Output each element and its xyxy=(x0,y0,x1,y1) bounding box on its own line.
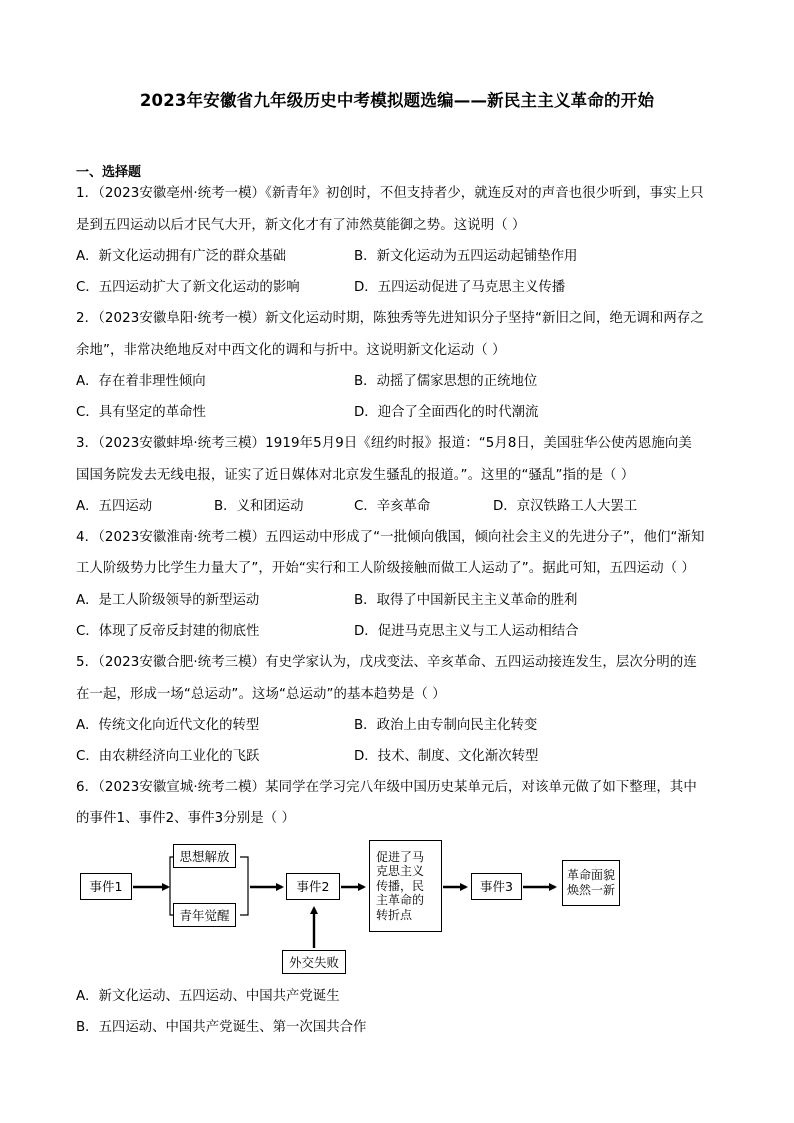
q5-option-d: D．技术、制度、文化渐次转型 xyxy=(354,749,539,764)
q1-stem-line1: 1．（2023安徽亳州·统考一模）《新青年》初创时，不但支持者少，就连反对的声音也很少听到，事实上只 xyxy=(76,186,704,201)
q3-option-d: D．京汉铁路工人大罢工 xyxy=(493,499,638,514)
page-title: 2023年安徽省九年级历史中考模拟题选编——新民主主义革命的开始 xyxy=(139,91,655,110)
q2-option-c: C．具有坚定的革命性 xyxy=(76,405,206,420)
event3-box: 事件3 xyxy=(471,873,522,900)
marxism-line3: 传播，民 xyxy=(376,878,425,893)
q3-option-b: B．义和团运动 xyxy=(214,499,304,514)
q4-option-b: B．取得了中国新民主主义革命的胜利 xyxy=(354,593,578,608)
q2-option-a: A．存在着非理性倾向 xyxy=(76,374,206,389)
q6-option-a: A．新文化运动、五四运动、中国共产党诞生 xyxy=(76,989,340,1004)
q4-option-a: A．是工人阶级领导的新型运动 xyxy=(76,593,260,608)
q5-option-a: A．传统文化向近代文化的转型 xyxy=(76,718,260,733)
q1-option-b: B．新文化运动为五四运动起铺垫作用 xyxy=(354,249,578,264)
new-look-line2: 焕然一新 xyxy=(566,883,615,897)
q4-stem-line2: 工人阶级势力比学生力量大了”，开始“实行和工人阶级接触而做工人运动了”。据此可知，五四运动（ ） xyxy=(76,561,696,576)
q1-option-a: A．新文化运动拥有广泛的群众基础 xyxy=(76,249,287,264)
q1-stem-line2: 是到五四运动以后才民气大开，新文化才有了沛然莫能御之势。这说明（ ） xyxy=(76,218,526,233)
q3-option-a: A．五四运动 xyxy=(76,499,153,514)
marxism-line5: 转折点 xyxy=(376,907,413,922)
q6-stem-line2: 的事件1、事件2、事件3分别是（ ） xyxy=(76,811,296,826)
marxism-line2: 克思主义 xyxy=(376,864,425,879)
q2-option-d: D．迎合了全面西化的时代潮流 xyxy=(354,405,539,420)
new-look-line1: 革命面貌 xyxy=(566,868,615,882)
q5-stem-line1: 5．（2023安徽合肥·统考三模）有史学家认为，戊戌变法、辛亥革命、五四运动接连发生，层次分明的连 xyxy=(76,655,697,670)
section-heading: 一、选择题 xyxy=(76,165,142,180)
marxism-line1: 促进了马 xyxy=(376,849,425,864)
marxism-spread-box xyxy=(369,840,442,932)
q6-stem-line1: 6．（2023安徽宣城·统考二模）某同学在学习完八年级中国历史某单元后，对该单元做了如下整理，其中 xyxy=(76,780,697,795)
q3-stem-line1: 3．（2023安徽蚌埠·统考三模）1919年5月9日《纽约时报》报道：“5月8日，美国驻华公使芮恩施向美 xyxy=(76,436,692,451)
new-look-box xyxy=(562,860,620,906)
marxism-line4: 主革命的 xyxy=(376,893,425,908)
event1-box: 事件1 xyxy=(80,873,132,900)
q6-option-b: B．五四运动、中国共产党诞生、第一次国共合作 xyxy=(76,1020,367,1035)
q1-option-d: D．五四运动促进了马克思主义传播 xyxy=(354,280,566,295)
diplomatic-failure-box: 外交失败 xyxy=(282,950,346,974)
thought-liberation-box: 思想解放 xyxy=(173,844,236,868)
q4-option-d: D．促进马克思主义与工人运动相结合 xyxy=(354,624,579,639)
q5-option-b: B．政治上由专制向民主化转变 xyxy=(354,718,538,733)
youth-awakening-box: 青年觉醒 xyxy=(173,903,236,927)
q3-option-c: C．辛亥革命 xyxy=(354,499,431,514)
q5-stem-line2: 在一起，形成一场“总运动”。这场“总运动”的基本趋势是（ ） xyxy=(76,687,446,702)
q3-stem-line2: 国国务院发去无线电报，证实了近日媒体对北京发生骚乱的报道。”。这里的“骚乱”指的是（ ） xyxy=(76,468,635,483)
q2-option-b: B．动摇了儒家思想的正统地位 xyxy=(354,374,538,389)
q1-option-c: C．五四运动扩大了新文化运动的影响 xyxy=(76,280,300,295)
q2-stem-line1: 2．（2023安徽阜阳·统考一模）新文化运动时期，陈独秀等先进知识分子坚持“新旧之间，绝无调和两存之 xyxy=(76,311,704,326)
q4-stem-line1: 4．（2023安徽淮南·统考二模）五四运动中形成了“一批倾向俄国，倾向社会主义的先进分子”，他们“渐知 xyxy=(76,530,705,545)
right-bracket xyxy=(240,857,248,915)
event2-box: 事件2 xyxy=(286,873,340,900)
q2-stem-line2: 余地”，非常决绝地反对中西文化的调和与折中。这说明新文化运动（ ） xyxy=(76,343,506,358)
q4-option-c: C．体现了反帝反封建的彻底性 xyxy=(76,624,260,639)
q5-option-c: C．由农耕经济向工业化的飞跃 xyxy=(76,749,260,764)
